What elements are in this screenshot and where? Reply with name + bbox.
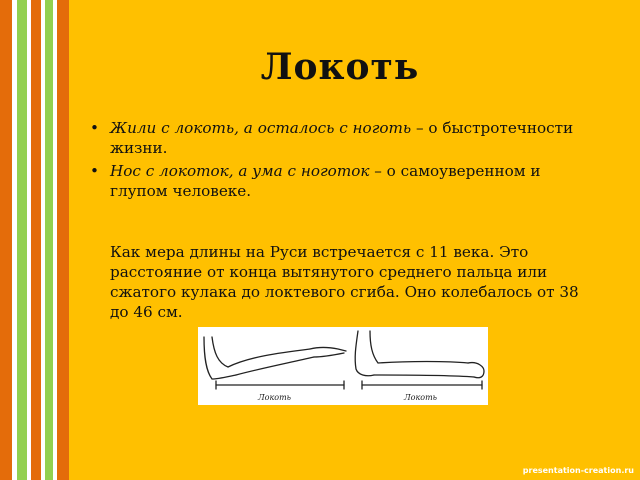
saying-list bbox=[90, 118, 595, 204]
saying-item bbox=[90, 161, 595, 201]
slide-title: Локоть bbox=[260, 46, 420, 88]
decorative-stripes bbox=[0, 0, 75, 480]
figure-label-left: Локоть bbox=[258, 393, 292, 402]
saying-text: Жили с локоть, а осталось с ноготь bbox=[110, 119, 412, 137]
saying-meaning: – о быстротечности жизни. bbox=[110, 119, 574, 157]
saying-item bbox=[90, 118, 595, 158]
watermark: presentation-creation.ru bbox=[522, 466, 634, 475]
elbow-measure-illustration bbox=[198, 327, 488, 405]
figure-label-right: Локоть bbox=[404, 393, 438, 402]
description-paragraph: Как мера длины на Руси встречается с 11 века. Это расстояние от конца вытянутого среднего пальца или сжатого кулака до локтевого сгиба. Оно колебалось от 38 до 46 см. bbox=[110, 243, 579, 321]
arm-drawing bbox=[198, 327, 488, 405]
saying-meaning: – о самоуверенном и глупом человеке. bbox=[110, 162, 541, 200]
saying-text: Нос с локоток, а ума с ноготок bbox=[110, 162, 370, 180]
